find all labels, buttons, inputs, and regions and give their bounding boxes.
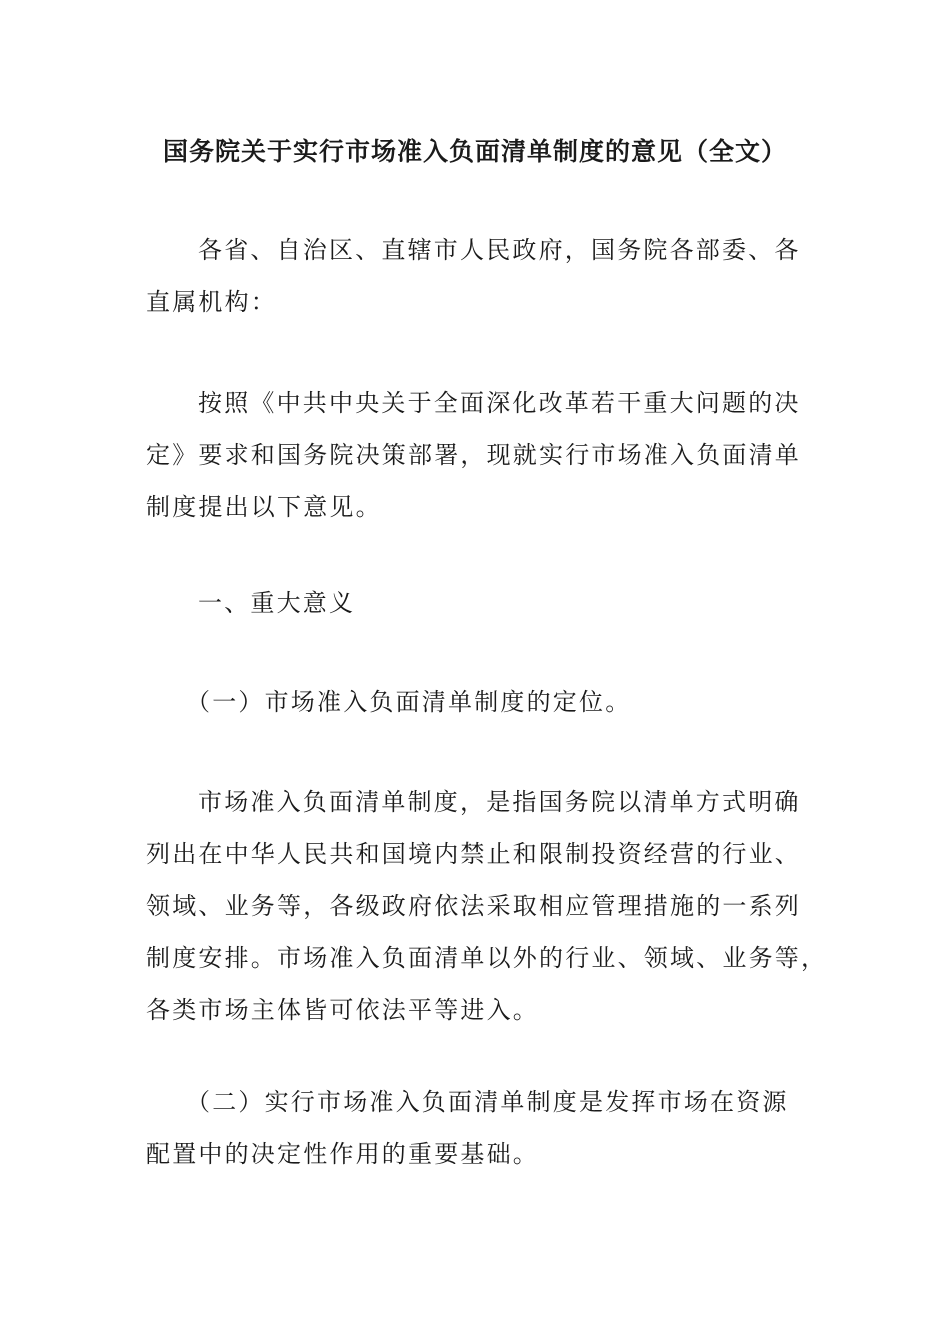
subsection-2-line: （二）实行市场准入负面清单制度是发挥市场在资源 — [186, 1088, 789, 1116]
subsection-2-paragraph — [146, 1076, 806, 1180]
body-line: 制度安排。市场准入负面清单以外的行业、领域、业务等， — [146, 944, 828, 972]
body-line: 列出在中华人民共和国境内禁止和限制投资经营的行业、 — [146, 840, 801, 868]
intro-line: 制度提出以下意见。 — [146, 493, 382, 521]
addressee-line: 各省、自治区、直辖市人民政府，国务院各部委、各 — [198, 236, 801, 264]
addressee-paragraph — [146, 224, 806, 328]
document-title: 国务院关于实行市场准入负面清单制度的意见（全文） — [162, 137, 787, 166]
section-heading — [146, 577, 806, 629]
subsection-2-line: 配置中的决定性作用的重要基础。 — [146, 1140, 539, 1168]
intro-line: 定》要求和国务院决策部署，现就实行市场准入负面清单 — [146, 441, 801, 469]
section-1-heading: 一、重大意义 — [198, 589, 356, 617]
body-line: 各类市场主体皆可依法平等进入。 — [146, 996, 539, 1024]
addressee-line: 直属机构： — [146, 288, 277, 316]
intro-paragraph — [146, 377, 806, 533]
intro-line: 按照《中共中央关于全面深化改革若干重大问题的决 — [198, 389, 801, 417]
subsection-heading — [146, 676, 806, 728]
body-line: 市场准入负面清单制度，是指国务院以清单方式明确 — [198, 788, 801, 816]
subsection-1-body — [146, 776, 828, 1036]
body-line: 领域、业务等，各级政府依法采取相应管理措施的一系列 — [146, 892, 801, 920]
subsection-1-heading: （一）市场准入负面清单制度的定位。 — [186, 688, 632, 716]
